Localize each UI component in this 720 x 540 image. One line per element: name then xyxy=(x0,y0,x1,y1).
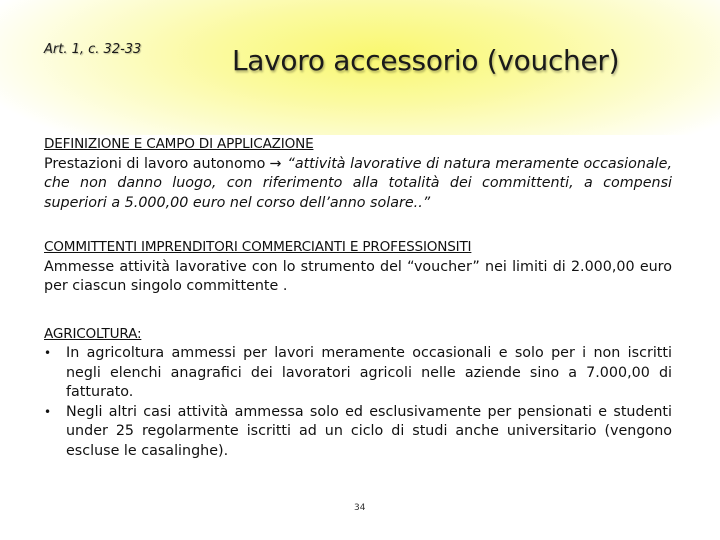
list-item xyxy=(44,344,672,403)
bullet-icon: • xyxy=(44,404,52,419)
bullet-icon: • xyxy=(44,346,52,360)
bullet-text: In agricoltura ammessi per lavori meramente occasionali e solo per i non iscritti negli elenchi anagrafici dei lavoratori agricoli nelle aziende sino a 7.000,00 di fatturato. xyxy=(66,345,672,400)
list-item xyxy=(44,403,672,462)
right-arrow-icon: → xyxy=(269,155,282,172)
slide-title: Lavoro accessorio (voucher) xyxy=(232,44,620,77)
section-committenti xyxy=(44,238,672,297)
agricoltura-bullet-list xyxy=(44,344,672,461)
article-reference: Art. 1, c. 32-33 xyxy=(44,42,142,57)
definition-quote: “attività lavorative di natura meramente occasionale, che non danno luogo, con riferimento alla totalità dei committenti, a compensi superiori a 5.000,00 euro nel corso dell’anno solare..” xyxy=(44,155,672,211)
definition-lead: Prestazioni di lavoro autonomo xyxy=(44,155,266,172)
page-number: 34 xyxy=(354,503,366,513)
committenti-paragraph: Ammesse attività lavorative con lo strumento del “voucher” nei limiti di 2.000,00 euro per ciascun singolo committente . xyxy=(44,258,672,294)
spacer xyxy=(44,297,672,325)
section-agricoltura xyxy=(44,325,672,462)
section-definition xyxy=(44,135,672,213)
bullet-text: Negli altri casi attività ammessa solo ed esclusivamente per pensionati e studenti under 25 regolarmente iscritti ad un ciclo di studi anche universitario (vengono escluse le casalinghe). xyxy=(66,403,672,459)
section-heading-definition: DEFINIZIONE E CAMPO DI APPLICAZIONE xyxy=(44,136,314,152)
section-heading-agricoltura: AGRICOLTURA: xyxy=(44,325,142,342)
slide-content xyxy=(44,135,672,461)
definition-paragraph xyxy=(44,155,672,214)
spacer xyxy=(44,213,672,238)
section-heading-committenti: COMMITTENTI IMPRENDITORI COMMERCIANTI E PROFESSIONSITI xyxy=(44,239,472,255)
